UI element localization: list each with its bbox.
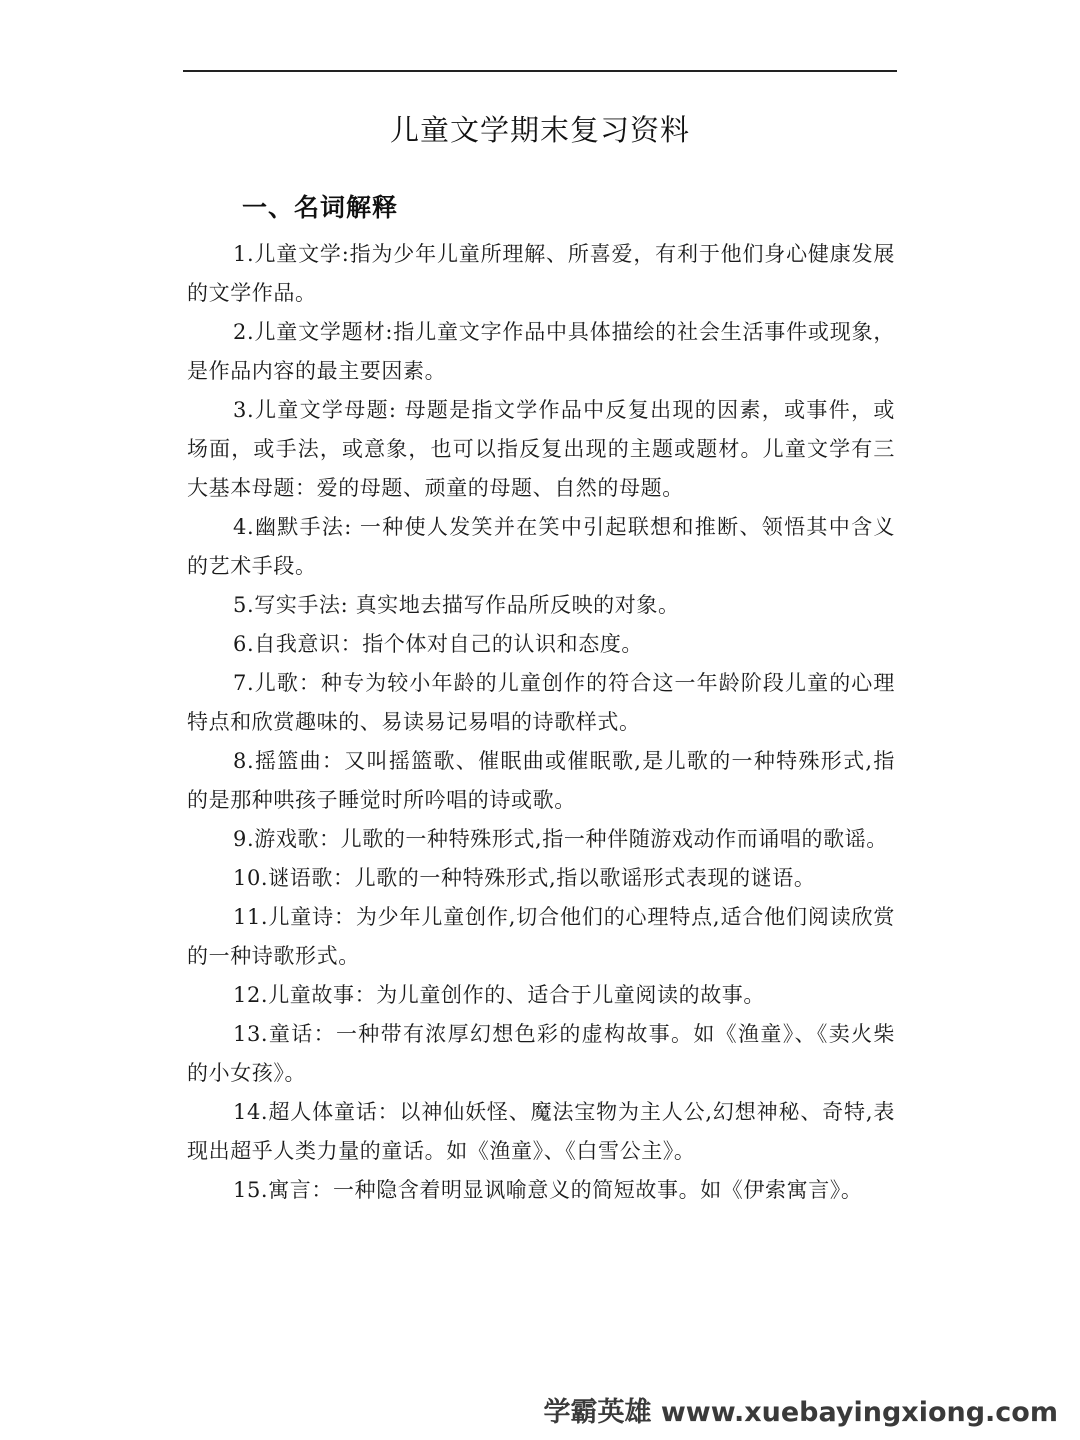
definition-item: 2.儿童文学题材:指儿童文字作品中具体描绘的社会生活事件或现象，是作品内容的最主要因素。	[187, 320, 895, 383]
definition-item: 10.谜语歌：儿歌的一种特殊形式,指以歌谣形式表现的谜语。	[233, 866, 816, 890]
definition-item: 9.游戏歌：儿歌的一种特殊形式,指一种伴随游戏动作而诵唱的歌谣。	[233, 827, 888, 851]
definition-item: 4.幽默手法: 一种使人发笑并在笑中引起联想和推断、领悟其中含义的艺术手段。	[187, 515, 895, 578]
definition-item: 7.儿歌：种专为较小年龄的儿童创作的符合这一年龄阶段儿童的心理特点和欣赏趣味的、易读易记易唱的诗歌样式。	[187, 671, 895, 734]
definition-item: 6.自我意识：指个体对自己的认识和态度。	[233, 632, 644, 656]
definition-item: 15.寓言：一种隐含着明显讽喻意义的简短故事。如《伊索寓言》。	[233, 1178, 863, 1202]
definition-item: 8.摇篮曲：又叫摇篮歌、催眠曲或催眠歌,是儿歌的一种特殊形式,指的是那种哄孩子睡觉时所吟唱的诗或歌。	[187, 749, 895, 812]
definition-item: 14.超人体童话：以神仙妖怪、魔法宝物为主人公,幻想神秘、奇特,表现出超乎人类力量的童话。如《渔童》、《白雪公主》。	[187, 1100, 895, 1163]
definition-list	[187, 235, 895, 1210]
footer-watermark: 学霸英雄 www.xuebayingxiong.com	[543, 1397, 1058, 1428]
definition-item: 12.儿童故事：为儿童创作的、适合于儿童阅读的故事。	[233, 983, 765, 1007]
page-title: 儿童文学期末复习资料	[389, 113, 690, 147]
header-rule	[183, 70, 897, 72]
definition-item: 5.写实手法: 真实地去描写作品所反映的对象。	[233, 593, 680, 617]
section-heading: 一、名词解释	[242, 193, 399, 222]
definition-item: 13.童话：一种带有浓厚幻想色彩的虚构故事。如《渔童》、《卖火柴的小女孩》。	[187, 1022, 895, 1085]
definition-item: 11.儿童诗：为少年儿童创作,切合他们的心理特点,适合他们阅读欣赏的一种诗歌形式。	[187, 905, 895, 968]
definition-item: 1.儿童文学:指为少年儿童所理解、所喜爱，有利于他们身心健康发展的文学作品。	[187, 242, 895, 305]
definition-item: 3.儿童文学母题: 母题是指文学作品中反复出现的因素，或事件，或场面，或手法，或意象，也可以指反复出现的主题或题材。儿童文学有三大基本母题：爱的母题、顽童的母题、自然的母题。	[187, 398, 895, 500]
